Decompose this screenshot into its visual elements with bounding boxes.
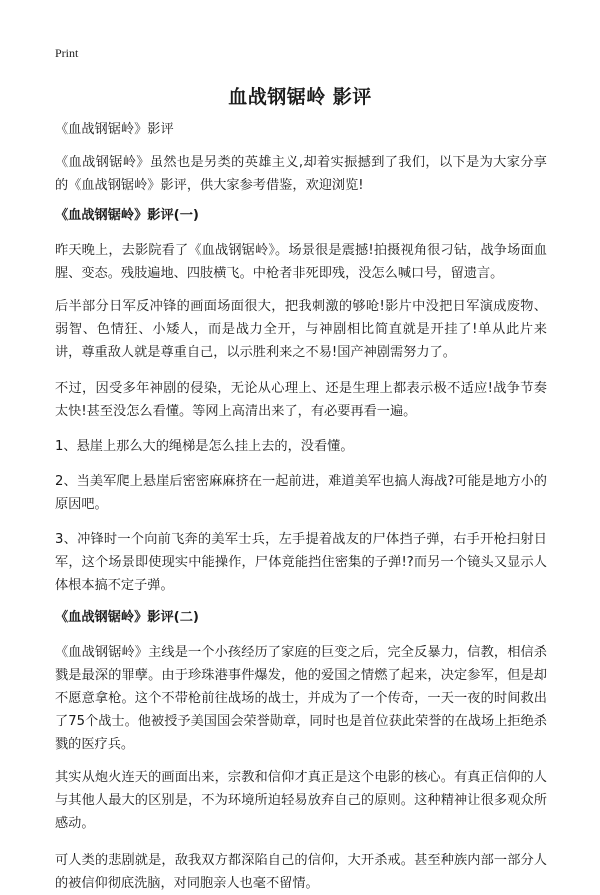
section-1-heading: 《血战钢锯岭》影评(一) [55, 208, 199, 223]
section-2-paragraph-2: 其实从炮火连天的画面出来，宗教和信仰才真正是这个电影的核心。有真正信仰的人与其他人最大的区别是，不为环境所迫轻易放弃自己的原则。这种精神让很多观众所感动。 [55, 770, 547, 831]
print-link[interactable]: Print [55, 46, 79, 60]
section-2-heading: 《血战钢锯岭》影评(二) [55, 610, 199, 625]
section-1-list-item-3: 3、冲锋时一个向前飞奔的美军士兵，左手提着战友的尸体挡子弹，右手开枪扫射日军，这个场景即使现实中能操作，尸体竟能挡住密集的子弹!?而另一个镜头又显示人体根本搞不定子弹。 [55, 532, 547, 593]
intro-paragraph: 《血战钢锯岭》虽然也是另类的英雄主义,却着实振撼到了我们，以下是为大家分享的《血战钢锯岭》影评，供大家参考借鉴，欢迎浏览! [55, 155, 547, 193]
section-1-paragraph-3: 不过，因受多年神剧的侵染，无论从心理上、还是生理上都表示极不适应!战争节奏太快!甚至没怎么看懂。等网上高清出来了，有必要再看一遍。 [55, 381, 547, 419]
section-1-paragraph-2: 后半部分日军反冲锋的画面场面很大，把我刺激的够呛!影片中没把日军演成废物、弱智、色情狂、小矮人，而是战力全开，与神剧相比简直就是开挂了!单从此片来讲，尊重敌人就是尊重自己，以示胜利来之不易!国产神剧需努力了。 [55, 299, 547, 360]
article-content [55, 118, 547, 895]
page-title: 血战钢锯岭 影评 [228, 86, 372, 108]
section-1-paragraph-1: 昨天晚上，去影院看了《血战钢锯岭》。场景很是震撼!拍摄视角很刁钻，战争场面血腥、变态。残肢遍地、四肢横飞。中枪者非死即残，没怎么喊口号，留遗言。 [55, 243, 547, 281]
section-2-paragraph-1: 《血战钢锯岭》主线是一个小孩经历了家庭的巨变之后，完全反暴力，信教，相信杀戮是最深的罪孽。由于珍珠港事件爆发，他的爱国之情燃了起来，决定参军，但是却不愿意拿枪。这个不带枪前往战场的战士，并成为了一个传奇，一天一夜的时间救出了75个战士。他被授予美国国会荣誉勋章，同时也是首位获此荣誉的在战场上拒绝杀戮的医疗兵。 [55, 645, 547, 752]
section-1-list-item-1: 1、悬崖上那么大的绳梯是怎么挂上去的，没看懂。 [55, 439, 354, 454]
section-1-list-item-2: 2、当美军爬上悬崖后密密麻麻挤在一起前进，难道美军也搞人海战?可能是地方小的原因吧。 [55, 474, 547, 512]
section-2-paragraph-3: 可人类的悲剧就是，敌我双方都深陷自己的信仰，大开杀戒。甚至种族内部一部分人的被信仰彻底洗脑，对同胞亲人也毫不留情。 [55, 853, 547, 891]
article-subtitle: 《血战钢锯岭》影评 [55, 122, 174, 137]
